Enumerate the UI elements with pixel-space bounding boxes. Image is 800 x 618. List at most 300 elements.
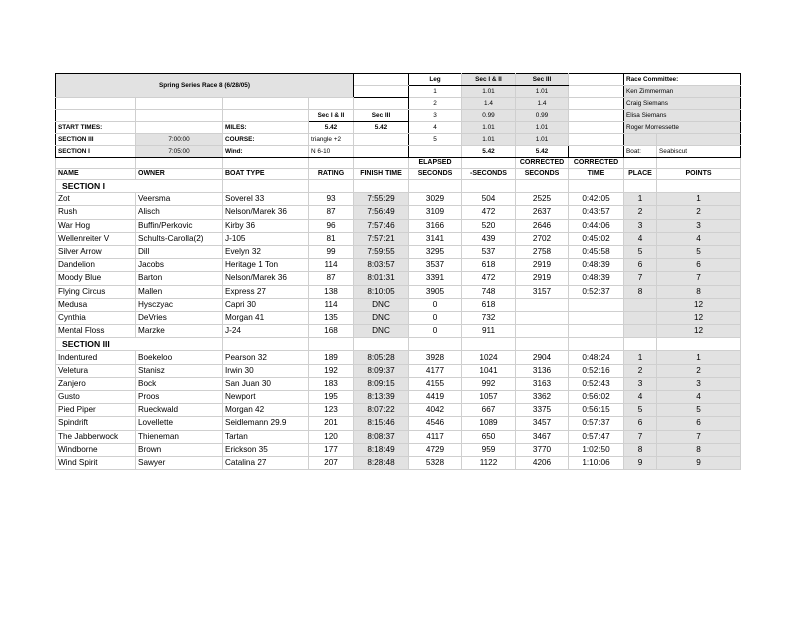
corrected-seconds-cell: 3770 (516, 443, 569, 456)
boat-name-cell: Medusa (56, 298, 136, 311)
points-cell: 7 (657, 430, 741, 443)
leg-number: 2 (409, 98, 462, 110)
rating-cell: 120 (309, 430, 354, 443)
finish-time-cell: 7:57:21 (354, 232, 409, 245)
finish-time-cell: DNC (354, 298, 409, 311)
owner-name-cell: Marzke (136, 325, 223, 338)
place-cell: 2 (624, 206, 657, 219)
boat-name-cell: Spindrift (56, 417, 136, 430)
elapsed-header-bottom: SECONDS (409, 169, 462, 180)
finish-time-cell: 8:18:49 (354, 443, 409, 456)
place-cell: 9 (624, 456, 657, 469)
leg-number: 4 (409, 122, 462, 134)
rating-cell: 177 (309, 443, 354, 456)
corrected-seconds-cell: 2904 (516, 351, 569, 364)
rating-cell: 93 (309, 193, 354, 206)
boat-type-cell: Seidlemann 29.9 (223, 417, 309, 430)
elapsed-seconds-cell: 4419 (409, 391, 462, 404)
elapsed-seconds-cell: 3295 (409, 245, 462, 258)
owner-name-cell: Bock (136, 377, 223, 390)
name-header: NAME (56, 169, 136, 180)
legs-sec-iii-header: Sec III (516, 74, 569, 86)
finish-time-cell: 7:56:49 (354, 206, 409, 219)
corrected-seconds-cell (516, 311, 569, 324)
minus-seconds-cell: 748 (462, 285, 516, 298)
boat-type-cell: J-105 (223, 232, 309, 245)
elapsed-seconds-cell: 3905 (409, 285, 462, 298)
table-row (56, 232, 741, 245)
minus-seconds-cell: 1057 (462, 391, 516, 404)
elapsed-seconds-cell: 0 (409, 311, 462, 324)
elapsed-seconds-cell: 0 (409, 325, 462, 338)
corrected-time-cell: 0:52:43 (569, 377, 624, 390)
finish-time-header: FINISH TIME (354, 169, 409, 180)
points-cell: 6 (657, 259, 741, 272)
points-cell: 5 (657, 245, 741, 258)
elapsed-header-top: ELAPSED (409, 158, 462, 169)
rating-cell: 96 (309, 219, 354, 232)
owner-name-cell: Thieneman (136, 430, 223, 443)
leg-distance-i-ii: 1.01 (462, 122, 516, 134)
boat-type-cell: Catalina 27 (223, 456, 309, 469)
boat-type-cell: J-24 (223, 325, 309, 338)
place-cell: 8 (624, 443, 657, 456)
elapsed-seconds-cell: 3537 (409, 259, 462, 272)
wind-label: Wind: (223, 146, 309, 158)
corrected-seconds-cell: 3362 (516, 391, 569, 404)
minus-seconds-cell: 537 (462, 245, 516, 258)
miles-label: MILES: (223, 122, 309, 134)
section-iii-start-label: SECTION III (56, 134, 136, 146)
boat-name-cell: Wind Spirit (56, 456, 136, 469)
table-row (56, 364, 741, 377)
minus-seconds-cell: 1122 (462, 456, 516, 469)
owner-name-cell: Boekeloo (136, 351, 223, 364)
points-cell: 12 (657, 298, 741, 311)
committee-member: Ken Zimmerman (624, 86, 741, 98)
owner-name-cell: Jacobs (136, 259, 223, 272)
minus-seconds-cell: 667 (462, 404, 516, 417)
section-i-body (56, 180, 741, 338)
boat-type-cell: Erickson 35 (223, 443, 309, 456)
committee-title: Race Committee: (624, 74, 741, 86)
place-cell: 7 (624, 272, 657, 285)
page-title: Spring Series Race 8 (6/28/05) (56, 74, 354, 98)
elapsed-seconds-cell: 4546 (409, 417, 462, 430)
leg-number: 3 (409, 110, 462, 122)
boat-type-cell: Capri 30 (223, 298, 309, 311)
boat-type-header: BOAT TYPE (223, 169, 309, 180)
table-row (56, 325, 741, 338)
points-cell: 5 (657, 404, 741, 417)
corrected-time-header-top: CORRECTED (569, 158, 624, 169)
section-iii-start-time: 7:00:00 (136, 134, 223, 146)
owner-name-cell: Proos (136, 391, 223, 404)
table-row (56, 219, 741, 232)
boat-name-cell: Gusto (56, 391, 136, 404)
miles-sec-iii-header: Sec III (354, 110, 409, 122)
place-cell: 6 (624, 259, 657, 272)
table-row (56, 391, 741, 404)
elapsed-seconds-cell: 4155 (409, 377, 462, 390)
leg-distance-iii: 1.4 (516, 98, 569, 110)
boat-type-cell: Tartan (223, 430, 309, 443)
finish-time-cell: 8:09:15 (354, 377, 409, 390)
corrected-seconds-cell (516, 325, 569, 338)
boat-type-cell: Heritage 1 Ton (223, 259, 309, 272)
elapsed-seconds-cell: 3928 (409, 351, 462, 364)
boat-name-cell: Zanjero (56, 377, 136, 390)
results-table (55, 73, 741, 470)
corrected-seconds-cell: 2646 (516, 219, 569, 232)
boat-name-cell: Wellenreiter V (56, 232, 136, 245)
corrected-time-header-bottom: TIME (569, 169, 624, 180)
corrected-seconds-cell: 4206 (516, 456, 569, 469)
minus-seconds-cell: 618 (462, 259, 516, 272)
rating-cell: 192 (309, 364, 354, 377)
elapsed-seconds-cell: 0 (409, 298, 462, 311)
owner-name-cell: Stanisz (136, 364, 223, 377)
minus-seconds-cell: 520 (462, 219, 516, 232)
corrected-seconds-cell: 2702 (516, 232, 569, 245)
minus-seconds-cell: 472 (462, 272, 516, 285)
table-row (56, 259, 741, 272)
elapsed-seconds-cell: 4177 (409, 364, 462, 377)
corrected-time-cell: 0:44:06 (569, 219, 624, 232)
points-cell: 2 (657, 364, 741, 377)
place-cell (624, 298, 657, 311)
miles-sec-i-ii-value: 5.42 (309, 122, 354, 134)
boat-type-cell: Soverel 33 (223, 193, 309, 206)
elapsed-seconds-cell: 3166 (409, 219, 462, 232)
corrected-time-cell: 0:56:15 (569, 404, 624, 417)
finish-time-cell: 7:59:55 (354, 245, 409, 258)
table-row (56, 430, 741, 443)
owner-name-cell: Rueckwald (136, 404, 223, 417)
boat-name-cell: Zot (56, 193, 136, 206)
owner-name-cell: Lovellette (136, 417, 223, 430)
boat-name-cell: Cynthia (56, 311, 136, 324)
boat-type-cell: Morgan 41 (223, 311, 309, 324)
corrected-time-cell: 0:57:47 (569, 430, 624, 443)
minus-seconds-cell: 911 (462, 325, 516, 338)
table-row (56, 285, 741, 298)
corrected-time-cell: 0:48:24 (569, 351, 624, 364)
corrected-time-cell (569, 325, 624, 338)
rating-cell: 189 (309, 351, 354, 364)
finish-time-cell: 8:28:48 (354, 456, 409, 469)
elapsed-seconds-cell: 3029 (409, 193, 462, 206)
rating-cell: 99 (309, 245, 354, 258)
corrected-time-cell: 0:48:39 (569, 259, 624, 272)
leg-distance-iii: 0.99 (516, 110, 569, 122)
boat-name-cell: Silver Arrow (56, 245, 136, 258)
place-cell: 4 (624, 391, 657, 404)
corrected-time-cell (569, 311, 624, 324)
place-cell: 5 (624, 404, 657, 417)
finish-time-cell: DNC (354, 325, 409, 338)
owner-name-cell: Mallen (136, 285, 223, 298)
leg-distance-i-ii: 1.01 (462, 134, 516, 146)
boat-type-cell: Morgan 42 (223, 404, 309, 417)
table-row (56, 298, 741, 311)
owner-name-cell: Alisch (136, 206, 223, 219)
minus-seconds-cell: 992 (462, 377, 516, 390)
finish-time-cell: 8:08:37 (354, 430, 409, 443)
place-cell: 5 (624, 245, 657, 258)
points-cell: 1 (657, 193, 741, 206)
points-header: POINTS (657, 169, 741, 180)
leg-distance-iii: 1.01 (516, 122, 569, 134)
table-row (56, 377, 741, 390)
finish-time-cell: 8:07:22 (354, 404, 409, 417)
place-cell: 1 (624, 193, 657, 206)
boat-name-cell: Dandelion (56, 259, 136, 272)
finish-time-cell: 7:57:46 (354, 219, 409, 232)
committee-member: Elisa Siemans (624, 110, 741, 122)
place-header: PLACE (624, 169, 657, 180)
section-i-start-time: 7:05:00 (136, 146, 223, 158)
table-row (56, 351, 741, 364)
rating-cell: 87 (309, 272, 354, 285)
minus-seconds-cell: 650 (462, 430, 516, 443)
boat-type-cell: Express 27 (223, 285, 309, 298)
leg-distance-i-ii: 0.99 (462, 110, 516, 122)
corrected-seconds-cell: 3136 (516, 364, 569, 377)
corrected-seconds-cell (516, 298, 569, 311)
boat-type-cell: Nelson/Marek 36 (223, 206, 309, 219)
corrected-time-cell: 1:02:50 (569, 443, 624, 456)
committee-member: Craig Siemans (624, 98, 741, 110)
legs-total-iii: 5.42 (516, 146, 569, 158)
finish-time-cell: 8:15:46 (354, 417, 409, 430)
rating-cell: 195 (309, 391, 354, 404)
rating-cell: 123 (309, 404, 354, 417)
legs-total-i-ii: 5.42 (462, 146, 516, 158)
minus-seconds-cell: 959 (462, 443, 516, 456)
elapsed-seconds-cell: 4117 (409, 430, 462, 443)
points-cell: 4 (657, 391, 741, 404)
start-times-label: START TIMES: (56, 122, 136, 134)
elapsed-seconds-cell: 5328 (409, 456, 462, 469)
boat-name-cell: Indentured (56, 351, 136, 364)
section-iii-body (56, 338, 741, 470)
boat-type-cell: San Juan 30 (223, 377, 309, 390)
section-i-title: SECTION I (56, 180, 223, 193)
corrected-time-cell: 0:56:02 (569, 391, 624, 404)
rating-cell: 87 (309, 206, 354, 219)
corrected-time-cell: 0:43:57 (569, 206, 624, 219)
leg-distance-iii: 1.01 (516, 134, 569, 146)
rating-cell: 81 (309, 232, 354, 245)
owner-name-cell: Veersma (136, 193, 223, 206)
boat-type-cell: Pearson 32 (223, 351, 309, 364)
table-row (56, 417, 741, 430)
legs-sec-i-ii-header: Sec I & II (462, 74, 516, 86)
minus-seconds-cell: 732 (462, 311, 516, 324)
boat-type-cell: Kirby 36 (223, 219, 309, 232)
minus-seconds-cell: 618 (462, 298, 516, 311)
minus-seconds-cell: 472 (462, 206, 516, 219)
boat-name-cell: Veletura (56, 364, 136, 377)
place-cell: 2 (624, 364, 657, 377)
owner-name-cell: Schults-Carolla(2) (136, 232, 223, 245)
table-row (56, 311, 741, 324)
place-cell: 7 (624, 430, 657, 443)
finish-time-cell: 8:01:31 (354, 272, 409, 285)
owner-name-cell: Brown (136, 443, 223, 456)
place-cell: 4 (624, 232, 657, 245)
corrected-header-bottom: SECONDS (516, 169, 569, 180)
points-cell: 8 (657, 443, 741, 456)
leg-distance-i-ii: 1.4 (462, 98, 516, 110)
section-i-start-label: SECTION I (56, 146, 136, 158)
points-cell: 1 (657, 351, 741, 364)
minus-seconds-cell: 1089 (462, 417, 516, 430)
place-cell (624, 325, 657, 338)
corrected-time-cell: 0:45:02 (569, 232, 624, 245)
section-iii-title: SECTION III (56, 338, 223, 351)
elapsed-seconds-cell: 4729 (409, 443, 462, 456)
corrected-time-cell: 0:42:05 (569, 193, 624, 206)
boat-name-cell: Moody Blue (56, 272, 136, 285)
corrected-time-cell: 1:10:06 (569, 456, 624, 469)
table-row (56, 272, 741, 285)
corrected-seconds-cell: 2758 (516, 245, 569, 258)
rating-cell: 207 (309, 456, 354, 469)
corrected-seconds-cell: 3457 (516, 417, 569, 430)
miles-sec-iii-value: 5.42 (354, 122, 409, 134)
owner-name-cell: Dill (136, 245, 223, 258)
rating-cell: 183 (309, 377, 354, 390)
points-cell: 3 (657, 219, 741, 232)
corrected-time-cell: 0:52:16 (569, 364, 624, 377)
corrected-seconds-cell: 2637 (516, 206, 569, 219)
boat-name-cell: Windborne (56, 443, 136, 456)
corrected-time-cell (569, 298, 624, 311)
owner-name-cell: Sawyer (136, 456, 223, 469)
table-row (56, 206, 741, 219)
points-cell: 2 (657, 206, 741, 219)
corrected-seconds-cell: 3375 (516, 404, 569, 417)
corrected-time-cell: 0:48:39 (569, 272, 624, 285)
corrected-seconds-cell: 3163 (516, 377, 569, 390)
finish-time-cell: 8:10:05 (354, 285, 409, 298)
finish-time-cell: 8:13:39 (354, 391, 409, 404)
table-row (56, 456, 741, 469)
corrected-seconds-cell: 3157 (516, 285, 569, 298)
boat-type-cell: Newport (223, 391, 309, 404)
place-cell (624, 311, 657, 324)
race-results-sheet (55, 73, 740, 470)
committee-member: Roger Morressette (624, 122, 741, 134)
owner-name-cell: Buffin/Perkovic (136, 219, 223, 232)
leg-distance-i-ii: 1.01 (462, 86, 516, 98)
leg-distance-iii: 1.01 (516, 86, 569, 98)
wind-value: N 6-10 (309, 146, 354, 158)
minus-seconds-cell: 504 (462, 193, 516, 206)
course-label: COURSE: (223, 134, 309, 146)
points-cell: 4 (657, 232, 741, 245)
minus-seconds-cell: 1024 (462, 351, 516, 364)
leg-number: 1 (409, 86, 462, 98)
elapsed-seconds-cell: 3391 (409, 272, 462, 285)
rating-cell: 168 (309, 325, 354, 338)
owner-name-cell: DeVries (136, 311, 223, 324)
course-value: triangle +2 (309, 134, 354, 146)
corrected-time-cell: 0:45:58 (569, 245, 624, 258)
corrected-time-cell: 0:52:37 (569, 285, 624, 298)
points-cell: 3 (657, 377, 741, 390)
points-cell: 8 (657, 285, 741, 298)
points-cell: 7 (657, 272, 741, 285)
place-cell: 3 (624, 219, 657, 232)
rating-cell: 114 (309, 259, 354, 272)
table-row (56, 443, 741, 456)
corrected-time-cell: 0:57:37 (569, 417, 624, 430)
finish-time-cell: DNC (354, 311, 409, 324)
boat-name-cell: Pied Piper (56, 404, 136, 417)
boat-name-cell: The Jabberwock (56, 430, 136, 443)
table-row (56, 404, 741, 417)
elapsed-seconds-cell: 4042 (409, 404, 462, 417)
place-cell: 3 (624, 377, 657, 390)
place-cell: 6 (624, 417, 657, 430)
leg-header: Leg (409, 74, 462, 86)
place-cell: 8 (624, 285, 657, 298)
finish-time-cell: 7:55:29 (354, 193, 409, 206)
minus-seconds-cell: 1041 (462, 364, 516, 377)
rating-cell: 114 (309, 298, 354, 311)
owner-name-cell: Hysczyac (136, 298, 223, 311)
owner-header: OWNER (136, 169, 223, 180)
boat-name-cell: Mental Floss (56, 325, 136, 338)
leg-number: 5 (409, 134, 462, 146)
table-row (56, 245, 741, 258)
elapsed-seconds-cell: 3141 (409, 232, 462, 245)
finish-time-cell: 8:03:57 (354, 259, 409, 272)
corrected-seconds-cell: 2919 (516, 272, 569, 285)
points-cell: 6 (657, 417, 741, 430)
rating-cell: 201 (309, 417, 354, 430)
corrected-header-top: CORRECTED (516, 158, 569, 169)
committee-boat-label: Boat: (624, 146, 657, 158)
points-cell: 9 (657, 456, 741, 469)
finish-time-cell: 8:05:28 (354, 351, 409, 364)
miles-sec-i-ii-header: Sec I & II (309, 110, 354, 122)
boat-name-cell: War Hog (56, 219, 136, 232)
points-cell: 12 (657, 311, 741, 324)
place-cell: 1 (624, 351, 657, 364)
boat-type-cell: Irwin 30 (223, 364, 309, 377)
rating-cell: 138 (309, 285, 354, 298)
corrected-seconds-cell: 2919 (516, 259, 569, 272)
boat-type-cell: Nelson/Marek 36 (223, 272, 309, 285)
rating-cell: 135 (309, 311, 354, 324)
points-cell: 12 (657, 325, 741, 338)
table-row (56, 193, 741, 206)
committee-boat-name: Seabiscut (657, 146, 741, 158)
owner-name-cell: Barton (136, 272, 223, 285)
corrected-seconds-cell: 2525 (516, 193, 569, 206)
boat-name-cell: Flying Circus (56, 285, 136, 298)
corrected-seconds-cell: 3467 (516, 430, 569, 443)
boat-name-cell: Rush (56, 206, 136, 219)
minus-seconds-cell: 439 (462, 232, 516, 245)
rating-header: RATING (309, 169, 354, 180)
finish-time-cell: 8:09:37 (354, 364, 409, 377)
boat-type-cell: Evelyn 32 (223, 245, 309, 258)
